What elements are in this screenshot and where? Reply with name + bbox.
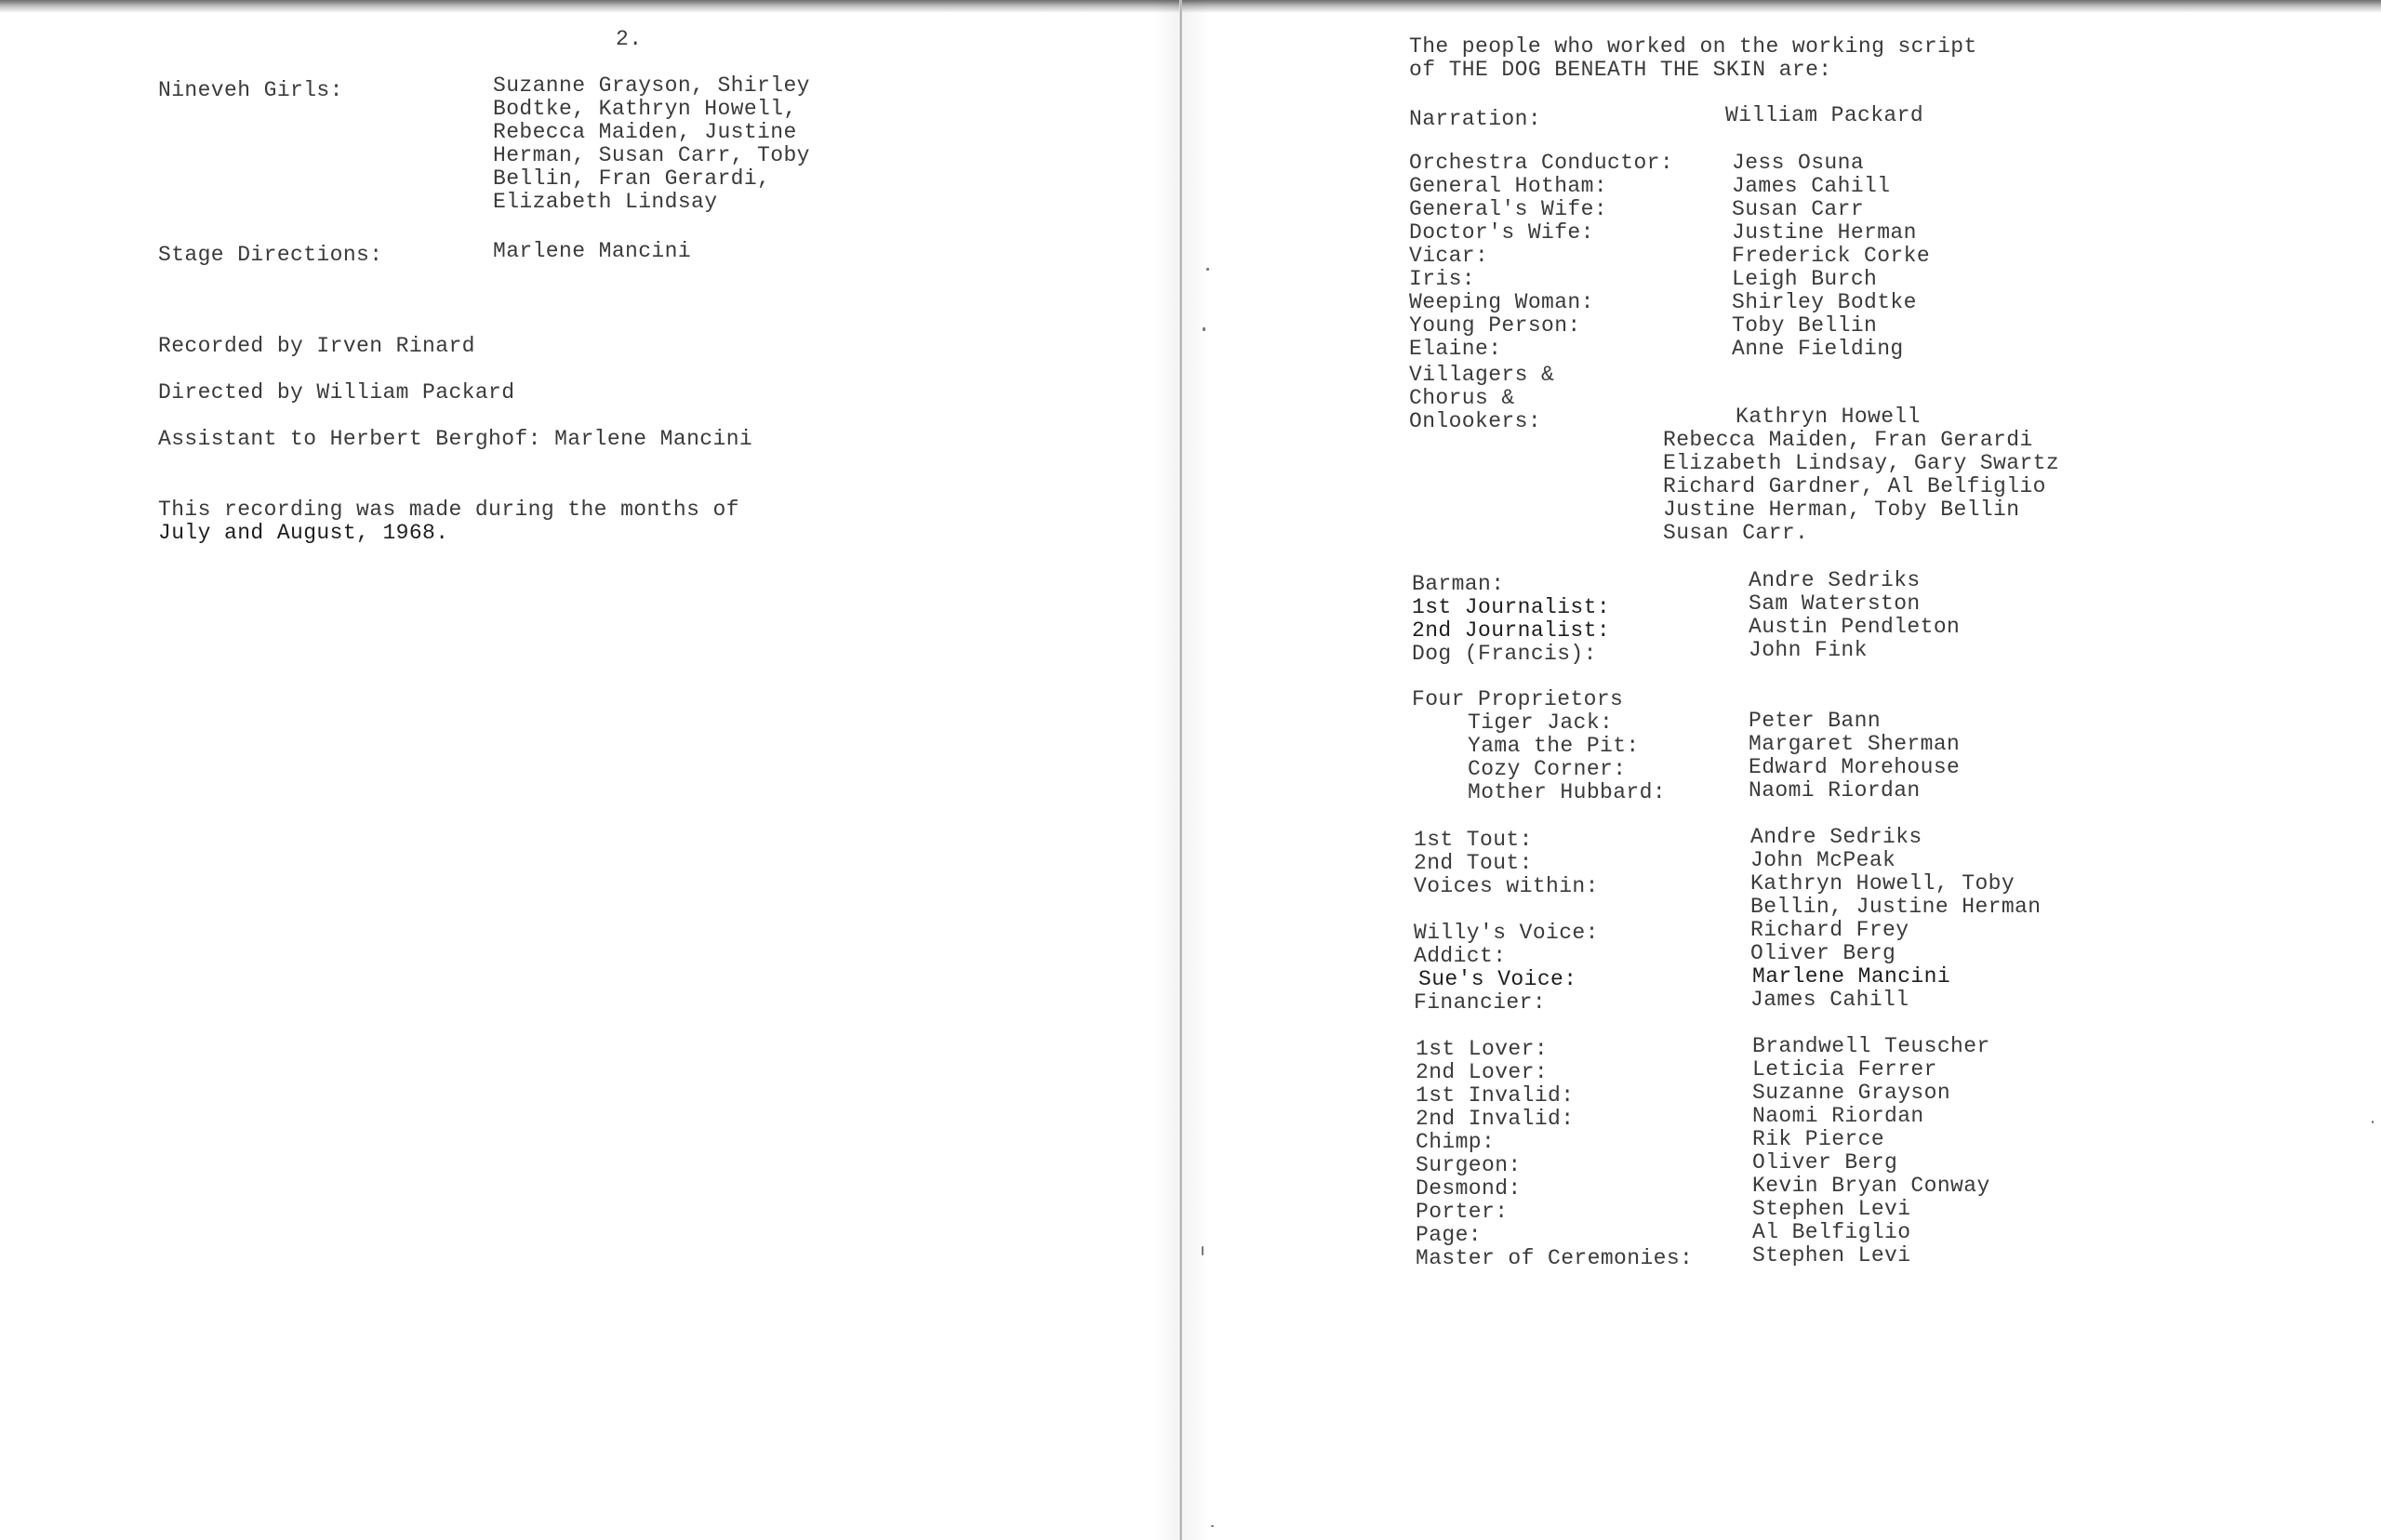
stage-directions-label: Stage Directions: (158, 243, 383, 267)
nineveh-girls-names-line: Bellin, Fran Gerardi, (493, 166, 771, 191)
role-label: General Hotham: (1409, 174, 1608, 198)
role-label: Financier: (1414, 990, 1547, 1015)
role-label: Young Person: (1409, 313, 1581, 338)
role-label: Dog (Francis): (1412, 642, 1597, 666)
role-label: 1st Tout: (1414, 828, 1533, 852)
role-label: Weeping Woman: (1409, 290, 1594, 314)
page-number: 2. (616, 27, 643, 51)
cast-name: Jess Osuna (1732, 151, 1865, 175)
role-label: Orchestra Conductor: (1409, 151, 1674, 175)
cast-name: Andre Sedriks (1749, 568, 1921, 592)
role-label: General's Wife: (1409, 197, 1608, 221)
recording-note-line: July and August, 1968. (158, 521, 449, 545)
cast-name: Peter Bann (1749, 709, 1882, 733)
cast-name: Marlene Mancini (1752, 964, 1951, 989)
cast-name: Oliver Berg (1752, 1150, 1898, 1175)
recorded-by-credit: Recorded by Irven Rinard (158, 334, 475, 358)
cast-name: Stephen Levi (1752, 1243, 1911, 1268)
role-narration: Narration: (1409, 107, 1542, 131)
intro-line: of THE DOG BENEATH THE SKIN are: (1409, 58, 1832, 82)
cast-name: Kevin Bryan Conway (1752, 1174, 1990, 1198)
scan-speck (1203, 327, 1205, 331)
cast-name: Leticia Ferrer (1752, 1057, 1937, 1082)
nineveh-girls-names-line: Herman, Susan Carr, Toby (493, 143, 810, 167)
page-gutter (1179, 0, 1182, 1540)
cast-name: Anne Fielding (1732, 337, 1904, 361)
role-label: Onlookers: (1409, 409, 1542, 433)
cast-name: Andre Sedriks (1750, 825, 1922, 849)
cast-name: Frederick Corke (1732, 244, 1931, 268)
cast-name: Richard Frey (1750, 918, 1909, 942)
cast-name: Leigh Burch (1732, 267, 1878, 291)
role-label: 2nd Journalist: (1412, 618, 1611, 643)
cast-name: Margaret Sherman (1749, 732, 1961, 756)
cast-name: Kathryn Howell, Toby (1750, 871, 2015, 896)
role-label: Page: (1416, 1223, 1483, 1247)
nineveh-girls-label: Nineveh Girls: (158, 78, 343, 102)
cast-name: Bellin, Justine Herman (1750, 895, 2042, 919)
assistant-credit: Assistant to Herbert Berghof: Marlene Mancini (158, 427, 753, 451)
intro-line: The people who worked on the working script (1409, 34, 1977, 59)
cast-name: Justine Herman, Toby Bellin (1663, 498, 2020, 522)
role-label: Surgeon: (1416, 1153, 1522, 1177)
nineveh-girls-names-line: Elizabeth Lindsay (493, 190, 718, 214)
cast-name: Susan Carr (1732, 197, 1865, 221)
scan-speck (2372, 1121, 2374, 1123)
cast-name: James Cahill (1732, 174, 1891, 198)
role-label: Master of Ceremonies: (1416, 1246, 1694, 1270)
scan-speck (1211, 1525, 1214, 1527)
role-label: 2nd Invalid: (1416, 1107, 1575, 1131)
role-label: Addict: (1414, 944, 1507, 968)
cast-name: Naomi Riordan (1749, 778, 1921, 803)
cast-name: Justine Herman (1732, 220, 1917, 245)
role-label: Voices within: (1414, 874, 1599, 898)
role-label: 1st Lover: (1416, 1037, 1549, 1061)
role-label: Vicar: (1409, 244, 1489, 268)
cast-name: Edward Morehouse (1749, 755, 1961, 779)
cast-name: Sam Waterston (1749, 591, 1921, 616)
role-label: 1st Invalid: (1416, 1083, 1575, 1108)
role-label: Tiger Jack: (1468, 710, 1614, 735)
role-label: Desmond: (1416, 1176, 1522, 1201)
cast-name: Naomi Riordan (1752, 1104, 1924, 1128)
role-label: Willy's Voice: (1414, 921, 1599, 945)
role-label: Barman: (1412, 572, 1505, 596)
cast-name: Elizabeth Lindsay, Gary Swartz (1663, 451, 2060, 475)
directed-by-credit: Directed by William Packard (158, 380, 515, 405)
cast-name: Al Belfiglio (1752, 1220, 1911, 1244)
cast-name: Brandwell Teuscher (1752, 1034, 1990, 1058)
cast-name: Stephen Levi (1752, 1197, 1911, 1221)
cast-name: John McPeak (1750, 848, 1896, 872)
cast-name: Susan Carr. (1663, 521, 1809, 545)
role-label: Yama the Pit: (1468, 734, 1640, 758)
proprietors-heading: Four Proprietors (1412, 687, 1624, 711)
role-label: Doctor's Wife: (1409, 220, 1594, 245)
role-label: Cozy Corner: (1468, 757, 1627, 781)
cast-name: Toby Bellin (1732, 313, 1878, 338)
cast-name: John Fink (1749, 638, 1868, 662)
nineveh-girls-names-line: Bodtke, Kathryn Howell, (493, 97, 797, 121)
name-narration: William Packard (1725, 103, 1924, 127)
cast-name: Rik Pierce (1752, 1127, 1885, 1151)
role-label: Chimp: (1416, 1130, 1496, 1154)
cast-name: Richard Gardner, Al Belfiglio (1663, 474, 2046, 498)
role-label: Porter: (1416, 1200, 1509, 1224)
role-label: 2nd Lover: (1416, 1060, 1549, 1084)
scan-speck (1206, 268, 1209, 271)
stage-directions-name: Marlene Mancini (493, 239, 692, 263)
role-label: Sue's Voice: (1418, 967, 1577, 991)
role-label: Mother Hubbard: (1468, 780, 1667, 804)
cast-name: Austin Pendleton (1749, 615, 1961, 639)
role-label: 1st Journalist: (1412, 595, 1611, 619)
scan-speck (1202, 1246, 1204, 1255)
role-label: Iris: (1409, 267, 1476, 291)
role-label: Villagers & (1409, 363, 1555, 387)
cast-name: Suzanne Grayson (1752, 1081, 1951, 1105)
cast-name: Shirley Bodtke (1732, 290, 1917, 314)
nineveh-girls-names-line: Rebecca Maiden, Justine (493, 120, 797, 144)
recording-note-line: This recording was made during the months of (158, 498, 739, 522)
cast-name: Oliver Berg (1750, 941, 1896, 965)
cast-name: Rebecca Maiden, Fran Gerardi (1663, 428, 2033, 452)
nineveh-girls-names-line: Suzanne Grayson, Shirley (493, 73, 810, 98)
cast-name: Kathryn Howell (1736, 405, 1921, 429)
role-label: 2nd Tout: (1414, 851, 1533, 875)
cast-name: James Cahill (1750, 988, 1909, 1012)
role-label: Elaine: (1409, 337, 1502, 361)
role-label: Chorus & (1409, 386, 1515, 410)
